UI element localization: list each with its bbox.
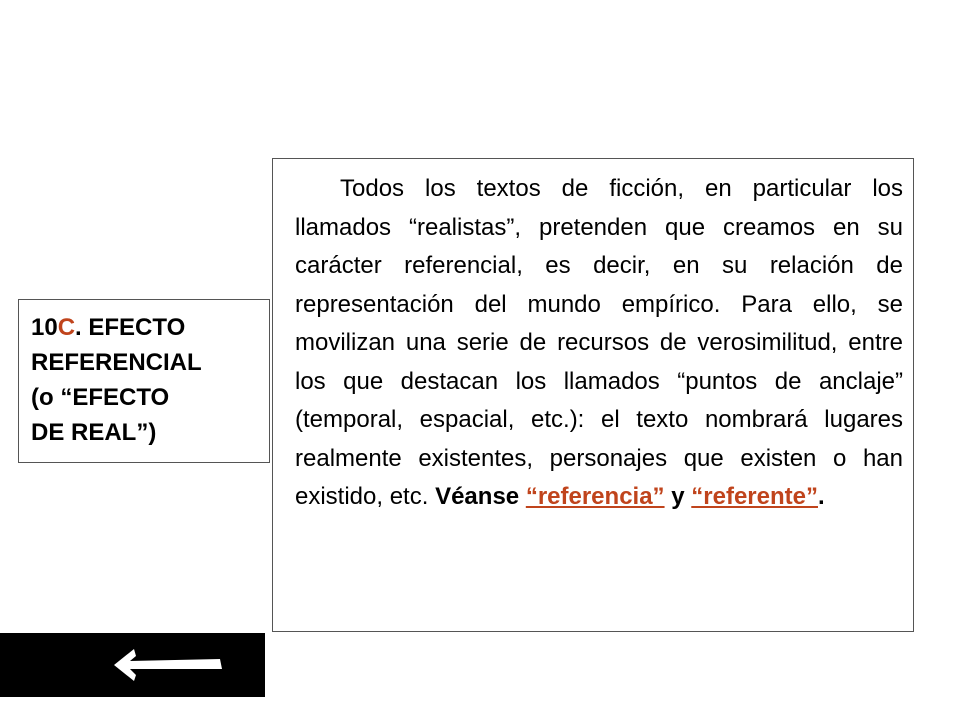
title-rest: . EFECTO bbox=[75, 314, 186, 341]
see-also-conjunction: y bbox=[671, 483, 685, 510]
title-line-3: (o “EFECTO bbox=[31, 384, 170, 411]
link-referencia[interactable]: “referencia” bbox=[525, 483, 665, 510]
title-line-2: REFERENCIAL bbox=[31, 349, 202, 376]
title-line-4: DE REAL”) bbox=[31, 419, 157, 446]
arrow-left-icon bbox=[110, 643, 226, 687]
back-button[interactable] bbox=[0, 633, 265, 697]
definition-text-box bbox=[272, 158, 914, 632]
end-period: . bbox=[817, 483, 825, 510]
title-letter: C bbox=[57, 314, 76, 341]
see-also-prefix: Véanse bbox=[435, 483, 520, 510]
link-referente[interactable]: “referente” bbox=[691, 483, 818, 510]
title-box bbox=[18, 299, 270, 463]
title-line-1 bbox=[31, 310, 269, 345]
definition-paragraph: Todos los textos de ficción, en particular los llamados “realistas”, pretenden que creamos en su carácter referencial, es decir, en su relación de representación del mundo empírico. Para ello, se movilizan una serie de recursos de verosimilitud, entre los que destacan los llamados “puntos de anclaje” (temporal, espacial, etc.): el texto nombrará lugares realmente existentes, personajes que existen o han existido, etc. bbox=[295, 175, 903, 510]
title-number: 10 bbox=[31, 314, 58, 341]
